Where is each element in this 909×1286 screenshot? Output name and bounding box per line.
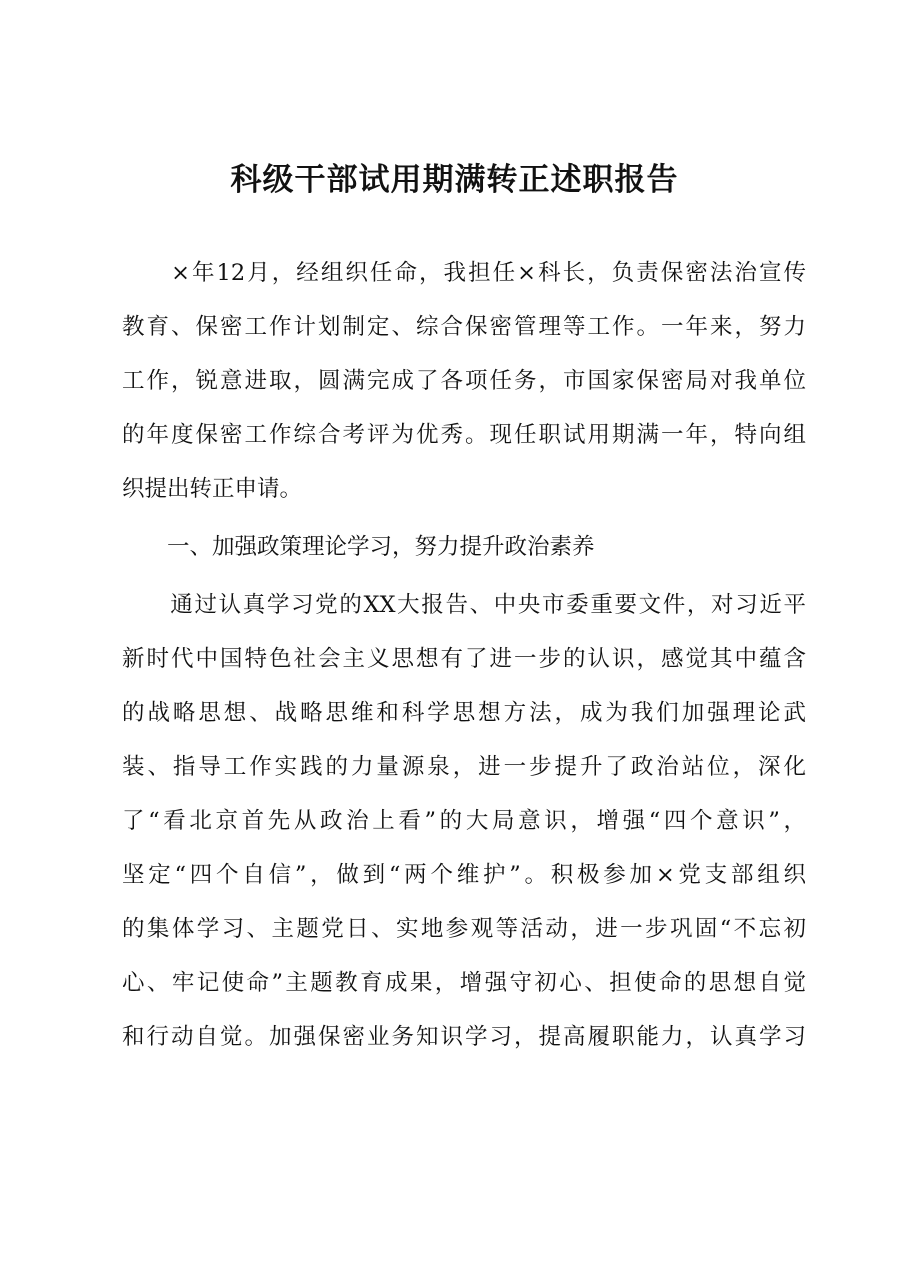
paragraph-line: 和行动自觉。加强保密业务知识学习，提高履职能力，认真学习	[122, 1024, 806, 1050]
paragraph-line: 工作，锐意进取，圆满完成了各项任务，市国家保密局对我单位	[122, 368, 806, 394]
paragraph-line: 装、指导工作实践的力量源泉，进一步提升了政治站位，深化	[122, 754, 806, 780]
document-title: 科级干部试用期满转正述职报告	[230, 162, 679, 198]
paragraph-line: 了“看北京首先从政治上看”的大局意识，增强“四个意识”，	[122, 808, 806, 834]
paragraph-line: 心、牢记使命”主题教育成果，增强守初心、担使命的思想自觉	[122, 970, 806, 996]
paragraph-line: 织提出转正申请。	[122, 476, 303, 502]
paragraph-line: 的集体学习、主题党日、实地参观等活动，进一步巩固“不忘初	[122, 916, 806, 942]
paragraph-line: 新时代中国特色社会主义思想有了进一步的认识，感觉其中蕴含	[122, 646, 806, 672]
paragraph-line: 的年度保密工作综合考评为优秀。现任职试用期满一年，特向组	[122, 422, 806, 448]
section-heading: 一、加强政策理论学习，努力提升政治素养	[122, 534, 595, 560]
paragraph-line: 坚定“四个自信”，做到“两个维护”。积极参加×党支部组织	[122, 862, 806, 888]
paragraph-line: 的战略思想、战略思维和科学思想方法，成为我们加强理论武	[122, 700, 806, 726]
paragraph-line: ×年12月，经组织任命，我担任×科长，负责保密法治宣传	[122, 260, 806, 286]
paragraph-line: 教育、保密工作计划制定、综合保密管理等工作。一年来，努力	[122, 314, 806, 340]
paragraph-line: 通过认真学习党的XX大报告、中央市委重要文件，对习近平	[122, 592, 806, 618]
